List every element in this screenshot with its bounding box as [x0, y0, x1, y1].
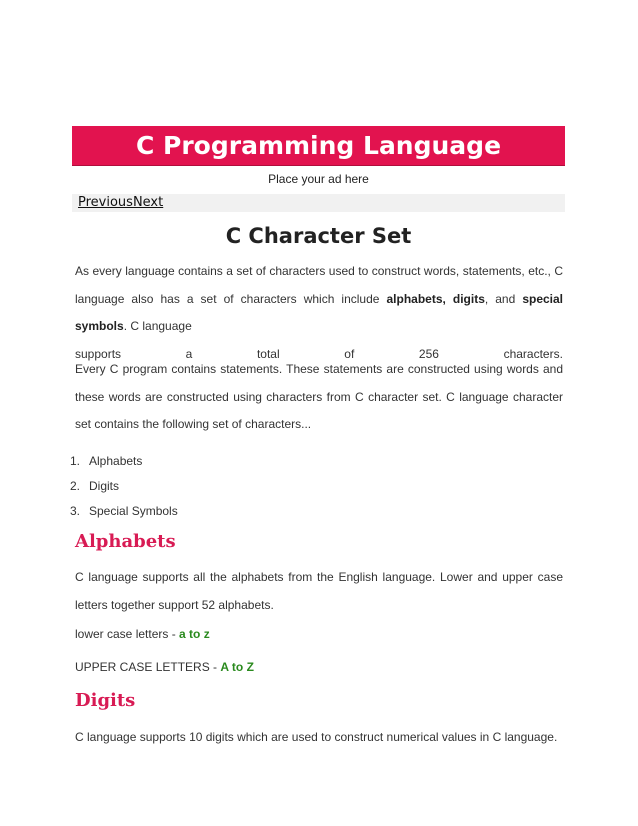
pagination-bar	[72, 194, 565, 212]
list-item: 3. Special Symbols	[70, 504, 178, 518]
previous-next-link[interactable]: PreviousNext	[78, 195, 164, 210]
digits-paragraph: C language supports 10 digits which are used to construct numerical values in C language.	[75, 730, 558, 744]
list-item: 2. Digits	[70, 479, 120, 493]
upper-case-line	[75, 660, 254, 674]
alphabets-paragraph: C language supports all the alphabets from the English language. Lower and upper case letters together support 52 alphabets.	[75, 570, 563, 612]
intro-text-1: As every language contains a set of characters used to construct words, statements, etc., C language also has a set of characters which include	[75, 264, 563, 306]
upper-case-label: UPPER CASE LETTERS -	[75, 660, 221, 674]
digits-heading: Digits	[75, 690, 136, 711]
site-banner: C Programming Language	[72, 126, 565, 166]
intro-word: total	[256, 347, 280, 362]
statements-paragraph: Every C program contains statements. These statements are constructed using words and these words are constructed using characters from C character set. C language character set contains the following set of characters...	[75, 362, 563, 432]
intro-word: a	[185, 347, 193, 362]
intro-text-2: , and	[484, 291, 523, 306]
intro-word: of	[344, 347, 355, 362]
intro-bold-special-symbols: special symbols	[75, 291, 564, 334]
lower-case-line	[75, 627, 210, 641]
intro-text-3: . C language	[123, 319, 192, 334]
lower-case-label: lower case letters -	[75, 627, 180, 641]
ad-placeholder: Place your ad here	[268, 172, 369, 186]
alphabets-heading: Alphabets	[75, 531, 176, 552]
lower-case-range: a to z	[179, 627, 210, 641]
intro-word: supports	[75, 347, 122, 362]
intro-word: characters.	[503, 347, 563, 362]
intro-bold-alphabets-digits: alphabets, digits	[386, 291, 485, 306]
upper-case-range: A to Z	[220, 660, 254, 674]
character-set-list	[70, 451, 178, 526]
intro-paragraph	[75, 258, 563, 369]
intro-word: 256	[418, 347, 439, 362]
page-title: C Character Set	[225, 224, 412, 248]
list-item: 1. Alphabets	[70, 454, 143, 468]
